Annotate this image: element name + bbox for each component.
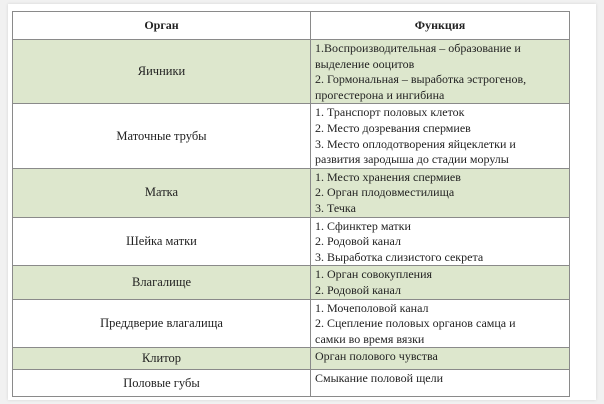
function-line: 1. Сфинктер матки (315, 218, 411, 233)
table-row-vagina (13, 266, 570, 299)
function-line: 1. Мочеполовой канал (315, 300, 429, 315)
function-line: 1. Место хранения спермиев (315, 169, 461, 184)
table-header-row (13, 12, 570, 40)
organ-cell: Клитор (13, 348, 311, 370)
table-row-oviducts (13, 104, 570, 168)
function-line: 1. Транспорт половых клеток (315, 105, 465, 120)
organ-cell: Влагалище (13, 266, 311, 299)
header-organ: Орган (13, 12, 311, 40)
function-cell (311, 370, 570, 397)
function-cell (311, 266, 570, 299)
function-cell (311, 348, 570, 370)
function-cell (311, 217, 570, 266)
function-line: 2. Сцепление половых органов самца и (315, 316, 516, 331)
function-line: 3. Течка (315, 200, 356, 215)
function-line: развития зародыша до стадии морулы (315, 152, 509, 167)
document-page (8, 4, 596, 400)
function-line: 2. Гормональная – выработка эстрогенов, (315, 72, 527, 87)
function-line: 3. Место оплодотворения яйцеклетки и (315, 136, 516, 151)
function-line: 2. Орган плодовместилища (315, 185, 455, 200)
organ-cell: Матка (13, 168, 311, 217)
table-row-ovaries (13, 40, 570, 104)
organ-cell: Преддверие влагалища (13, 299, 311, 348)
function-cell (311, 168, 570, 217)
function-line: 3. Выработка слизистого секрета (315, 249, 484, 264)
organ-cell: Маточные трубы (13, 104, 311, 168)
function-cell (311, 299, 570, 348)
function-line: 1. Орган совокупления (315, 267, 433, 282)
function-line: прогестерона и ингибина (315, 87, 445, 102)
function-line: 2. Место дозревания спермиев (315, 120, 471, 135)
table-row-clitoris (13, 348, 570, 370)
table-row-labia (13, 370, 570, 397)
function-line: Смыкание половой щели (315, 371, 444, 386)
organ-cell: Яичники (13, 40, 311, 104)
function-line: 2. Родовой канал (315, 234, 401, 249)
table-row-uterus (13, 168, 570, 217)
table-row-vestibule (13, 299, 570, 348)
header-function: Функция (311, 12, 570, 40)
function-cell (311, 104, 570, 168)
function-line: Орган полового чувства (315, 349, 438, 364)
function-line: самки во время вязки (315, 331, 425, 346)
organ-function-table (12, 11, 570, 397)
function-line: выделение ооцитов (315, 56, 415, 71)
organ-cell: Шейка матки (13, 217, 311, 266)
function-cell (311, 40, 570, 104)
table-row-cervix (13, 217, 570, 266)
function-line: 1.Воспроизводительная – образование и (315, 41, 521, 55)
organ-cell: Половые губы (13, 370, 311, 397)
function-line: 2. Родовой канал (315, 282, 401, 297)
